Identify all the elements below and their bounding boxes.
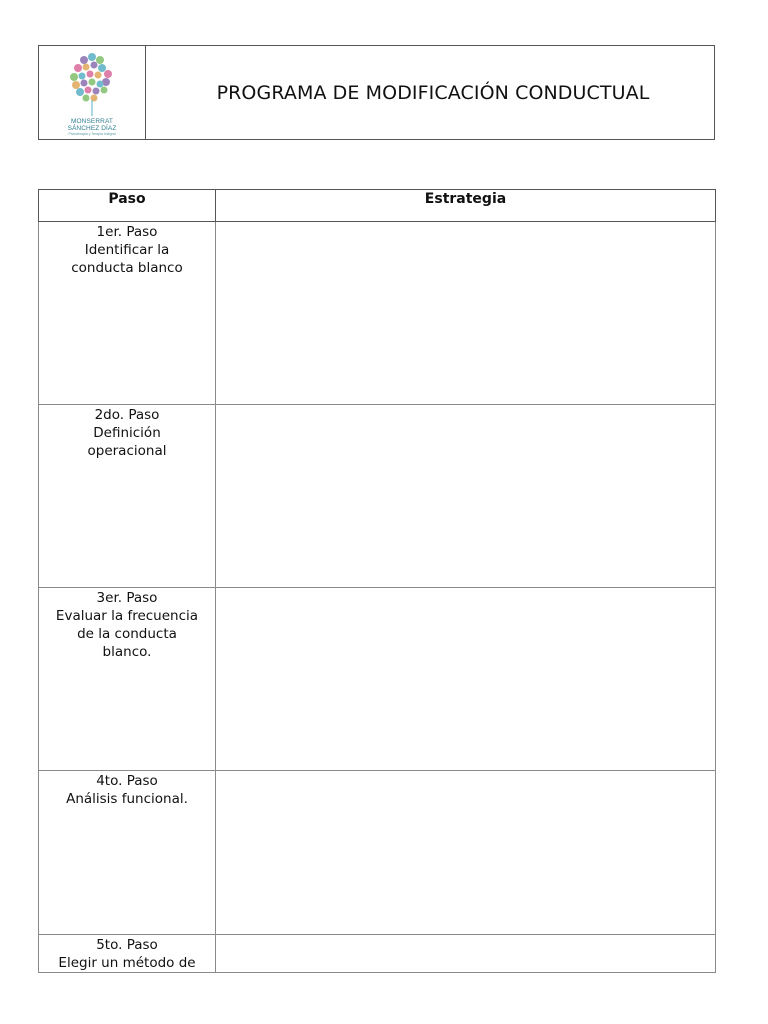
strategy-cell[interactable] bbox=[216, 405, 716, 588]
step-label: 3er. Paso bbox=[96, 590, 158, 606]
logo-tagline: Psicoterapia y Terapia Integral bbox=[68, 132, 116, 136]
table-header-row bbox=[39, 190, 716, 222]
logo-name-line1: MONSERRAT bbox=[71, 118, 113, 125]
step-cell bbox=[39, 935, 216, 973]
step-label: 1er. Paso bbox=[96, 224, 158, 240]
step-label: 4to. Paso bbox=[96, 773, 158, 789]
step-cell bbox=[39, 405, 216, 588]
brain-logo-icon bbox=[62, 50, 122, 118]
step-description: conducta blanco bbox=[71, 260, 183, 276]
step-description: Evaluar la frecuencia bbox=[55, 608, 199, 624]
step-description: Identificar la bbox=[84, 242, 170, 258]
strategy-cell[interactable] bbox=[216, 222, 716, 405]
step-cell bbox=[39, 588, 216, 771]
table-row bbox=[39, 405, 716, 588]
strategy-cell[interactable] bbox=[216, 588, 716, 771]
step-label: 5to. Paso bbox=[96, 937, 158, 953]
step-cell bbox=[39, 771, 216, 935]
column-header-step: Paso bbox=[39, 190, 216, 222]
step-description: Definición bbox=[93, 425, 161, 441]
strategy-cell[interactable] bbox=[216, 771, 716, 935]
table-row bbox=[39, 935, 716, 973]
table-row bbox=[39, 588, 716, 771]
step-description: Análisis funcional. bbox=[66, 791, 188, 807]
document-header bbox=[38, 45, 715, 140]
steps-table bbox=[38, 189, 716, 973]
strategy-cell[interactable] bbox=[216, 935, 716, 973]
table-row bbox=[39, 222, 716, 405]
table-row bbox=[39, 771, 716, 935]
step-description: de la conducta bbox=[77, 626, 177, 642]
step-label: 2do. Paso bbox=[94, 407, 160, 423]
page-title: PROGRAMA DE MODIFICACIÓN CONDUCTUAL bbox=[216, 81, 650, 104]
column-header-strategy: Estrategia bbox=[216, 190, 716, 222]
step-cell bbox=[39, 222, 216, 405]
step-description: operacional bbox=[87, 443, 167, 459]
logo bbox=[39, 46, 146, 139]
step-description: blanco. bbox=[102, 644, 152, 660]
step-description: Elegir un método de bbox=[58, 955, 196, 971]
logo-name-line2: SÁNCHEZ DÍAZ bbox=[67, 125, 117, 132]
